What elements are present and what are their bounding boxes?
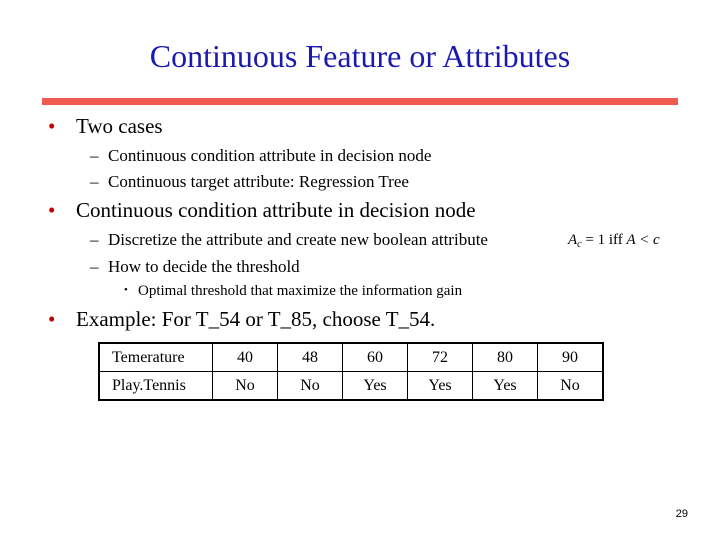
table-row-temperature [99,343,603,372]
page-number: 29 [675,508,688,520]
table-cell: 40 [213,343,278,372]
sub-bullet [90,146,431,166]
table-cell: No [538,372,604,401]
table-cell: 80 [473,343,538,372]
slide-title: Continuous Feature or Attributes [149,38,571,74]
temperature-table [98,342,604,401]
bullet-text: Continuous condition attribute in decision node [76,198,476,222]
bullet-text: Two cases [76,114,163,138]
sub-bullet [90,172,409,192]
bullet-marker: • [48,114,56,138]
table-cell: 60 [343,343,408,372]
row-header: Play.Tennis [99,372,213,401]
table-cell: Yes [343,372,408,401]
sub-sub-bullet [124,283,462,300]
threshold-formula [568,232,660,250]
table-cell: Yes [408,372,473,401]
bullet-two-cases [48,114,163,139]
sub-bullet-marker: – [90,230,99,249]
formula-condition: A < c [626,232,660,248]
formula-variable: A [568,232,578,248]
bullet-marker: • [48,307,56,331]
sub-bullet [90,230,488,250]
table-cell: 72 [408,343,473,372]
sub-bullet-text: Continuous condition attribute in decision node [108,146,432,165]
bullet-example [48,307,435,332]
table-cell: Yes [473,372,538,401]
table-cell: No [278,372,343,401]
table-cell: 48 [278,343,343,372]
sub-sub-bullet-marker: • [124,284,128,296]
formula-subscript: c [577,239,582,250]
sub-bullet-marker: – [90,146,99,165]
sub-bullet-text: How to decide the threshold [108,257,300,276]
sub-bullet-text: Continuous target attribute: Regression Tree [108,172,409,191]
sub-bullet-text: Discretize the attribute and create new boolean attribute [108,230,488,249]
table-cell: 90 [538,343,604,372]
table-cell: No [213,372,278,401]
table-row-playtennis [99,372,603,401]
bullet-continuous-condition [48,198,476,223]
title-divider [42,98,678,105]
sub-bullet [90,257,300,277]
sub-bullet-marker: – [90,257,99,276]
bullet-text: Example: For T_54 or T_85, choose T_54. [76,307,436,331]
sub-bullet-marker: – [90,172,99,191]
bullet-marker: • [48,198,56,222]
sub-sub-bullet-text: Optimal threshold that maximize the information gain [138,283,463,299]
formula-equality: = 1 iff [581,232,627,248]
row-header: Temerature [99,343,213,372]
